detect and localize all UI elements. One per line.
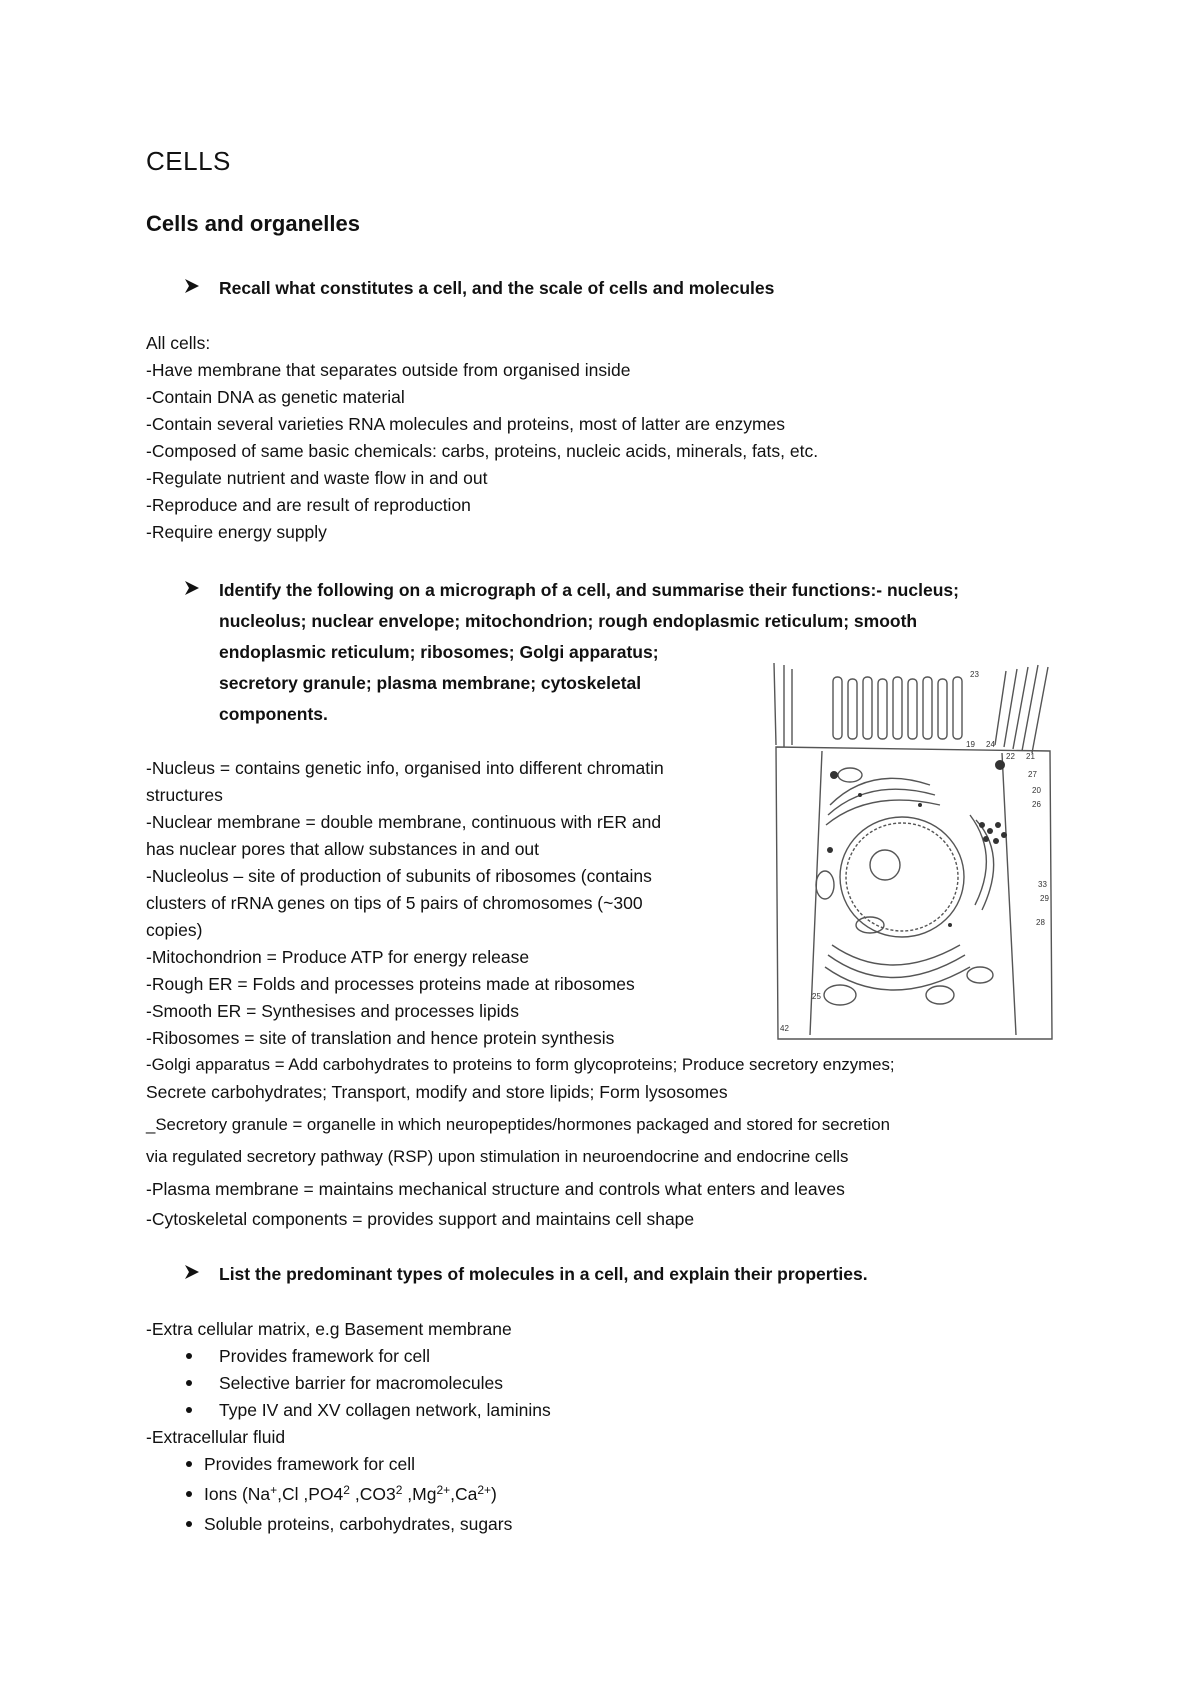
objective-identify-line: endoplasmic reticulum; ribosomes; Golgi apparatus; xyxy=(219,642,659,662)
objective-list-molecules: List the predominant types of molecules in a cell, and explain their properties. xyxy=(219,1264,868,1284)
all-cells-item: -Have membrane that separates outside from organised inside xyxy=(146,360,631,380)
section-heading: Cells and organelles xyxy=(146,211,360,236)
organelle-line: copies) xyxy=(146,920,203,940)
figure-label: 20 xyxy=(1032,786,1041,795)
organelle-line: -Mitochondrion = Produce ATP for energy release xyxy=(146,947,530,967)
ecm-bullet: Type IV and XV collagen network, laminins xyxy=(219,1400,551,1420)
all-cells-item: -Contain several varieties RNA molecules and proteins, most of latter are enzymes xyxy=(146,414,786,434)
ecf-bullet: Soluble proteins, carbohydrates, sugars xyxy=(204,1514,513,1534)
figure-label: 23 xyxy=(970,670,979,679)
figure-label: 26 xyxy=(1032,800,1041,809)
all-cells-item: -Require energy supply xyxy=(146,522,327,542)
arrowhead-bullet-icon xyxy=(184,580,200,596)
ecf-heading: -Extracellular fluid xyxy=(146,1427,286,1447)
figure-label: 33 xyxy=(1038,880,1047,889)
figure-label: 25 xyxy=(812,992,821,1001)
figure-label: 19 xyxy=(966,740,975,749)
figure-label: 42 xyxy=(780,1024,789,1033)
arrowhead-bullet-icon xyxy=(184,278,200,294)
organelle-line: Secrete carbohydrates; Transport, modify and store lipids; Form lysosomes xyxy=(146,1082,728,1102)
bullet-dot-icon xyxy=(186,1491,192,1497)
arrowhead-bullet-icon xyxy=(184,1264,200,1280)
all-cells-item: -Regulate nutrient and waste flow in and out xyxy=(146,468,488,488)
figure-label: 21 xyxy=(1026,752,1035,761)
organelle-line: -Nucleolus – site of production of subunits of ribosomes (contains xyxy=(146,866,652,886)
organelle-line: clusters of rRNA genes on tips of 5 pairs of chromosomes (~300 xyxy=(146,893,643,913)
bullet-dot-icon xyxy=(186,1353,192,1359)
organelle-line: -Rough ER = Folds and processes proteins made at ribosomes xyxy=(146,974,635,994)
organelle-line: -Smooth ER = Synthesises and processes lipids xyxy=(146,1001,520,1021)
objective-recall: Recall what constitutes a cell, and the scale of cells and molecules xyxy=(219,278,775,298)
organelle-line: -Nuclear membrane = double membrane, continuous with rER and xyxy=(146,812,662,832)
objective-identify-line: secretory granule; plasma membrane; cytoskeletal xyxy=(219,673,642,693)
ecf-bullet: Provides framework for cell xyxy=(204,1454,416,1474)
organelle-line: -Plasma membrane = maintains mechanical structure and controls what enters and leaves xyxy=(146,1179,845,1199)
all-cells-item: -Reproduce and are result of reproduction xyxy=(146,495,471,515)
organelle-line: structures xyxy=(146,785,223,805)
organelle-line: -Cytoskeletal components = provides support and maintains cell shape xyxy=(146,1209,695,1229)
objective-identify-line: components. xyxy=(219,704,328,724)
figure-label: 28 xyxy=(1036,918,1045,927)
figure-label: 29 xyxy=(1040,894,1049,903)
page-title: CELLS xyxy=(146,146,231,176)
organelle-line: -Golgi apparatus = Add carbohydrates to proteins to form glycoproteins; Produce secretory enzymes; xyxy=(146,1055,895,1074)
ecm-bullet: Selective barrier for macromolecules xyxy=(219,1373,503,1393)
figure-label: 27 xyxy=(1028,770,1037,779)
organelle-line: _Secretory granule = organelle in which neuropeptides/hormones packaged and stored for secretion xyxy=(146,1115,890,1134)
all-cells-item: -Contain DNA as genetic material xyxy=(146,387,405,407)
all-cells-heading: All cells: xyxy=(146,333,211,353)
organelle-line: has nuclear pores that allow substances in and out xyxy=(146,839,540,859)
bullet-dot-icon xyxy=(186,1380,192,1386)
organelle-line: via regulated secretory pathway (RSP) upon stimulation in neuroendocrine and endocrine cells xyxy=(146,1147,849,1166)
bullet-dot-icon xyxy=(186,1461,192,1467)
all-cells-item: -Composed of same basic chemicals: carbs, proteins, nucleic acids, minerals, fats, etc. xyxy=(146,441,819,461)
bullet-dot-icon xyxy=(186,1521,192,1527)
figure-label: 24 xyxy=(986,740,995,749)
bullet-dot-icon xyxy=(186,1407,192,1413)
ecf-ions: Ions (Na+,Cl $,PO4^2$ $,CO3^2$ $,Mg^{2+},Ca^{2+}$) xyxy=(204,1483,497,1504)
ecm-heading: -Extra cellular matrix, e.g Basement membrane xyxy=(146,1319,512,1339)
figure-label: 22 xyxy=(1006,752,1015,761)
organelle-line: -Ribosomes = site of translation and hence protein synthesis xyxy=(146,1028,615,1048)
objective-identify-line: nucleolus; nuclear envelope; mitochondrion; rough endoplasmic reticulum; smooth xyxy=(219,611,918,631)
cell-micrograph-figure xyxy=(770,655,1058,1043)
ecm-bullet: Provides framework for cell xyxy=(219,1346,431,1366)
objective-identify-line: Identify the following on a micrograph of a cell, and summarise their functions:- nucleus; xyxy=(219,580,959,600)
organelle-line: -Nucleus = contains genetic info, organised into different chromatin xyxy=(146,758,664,778)
